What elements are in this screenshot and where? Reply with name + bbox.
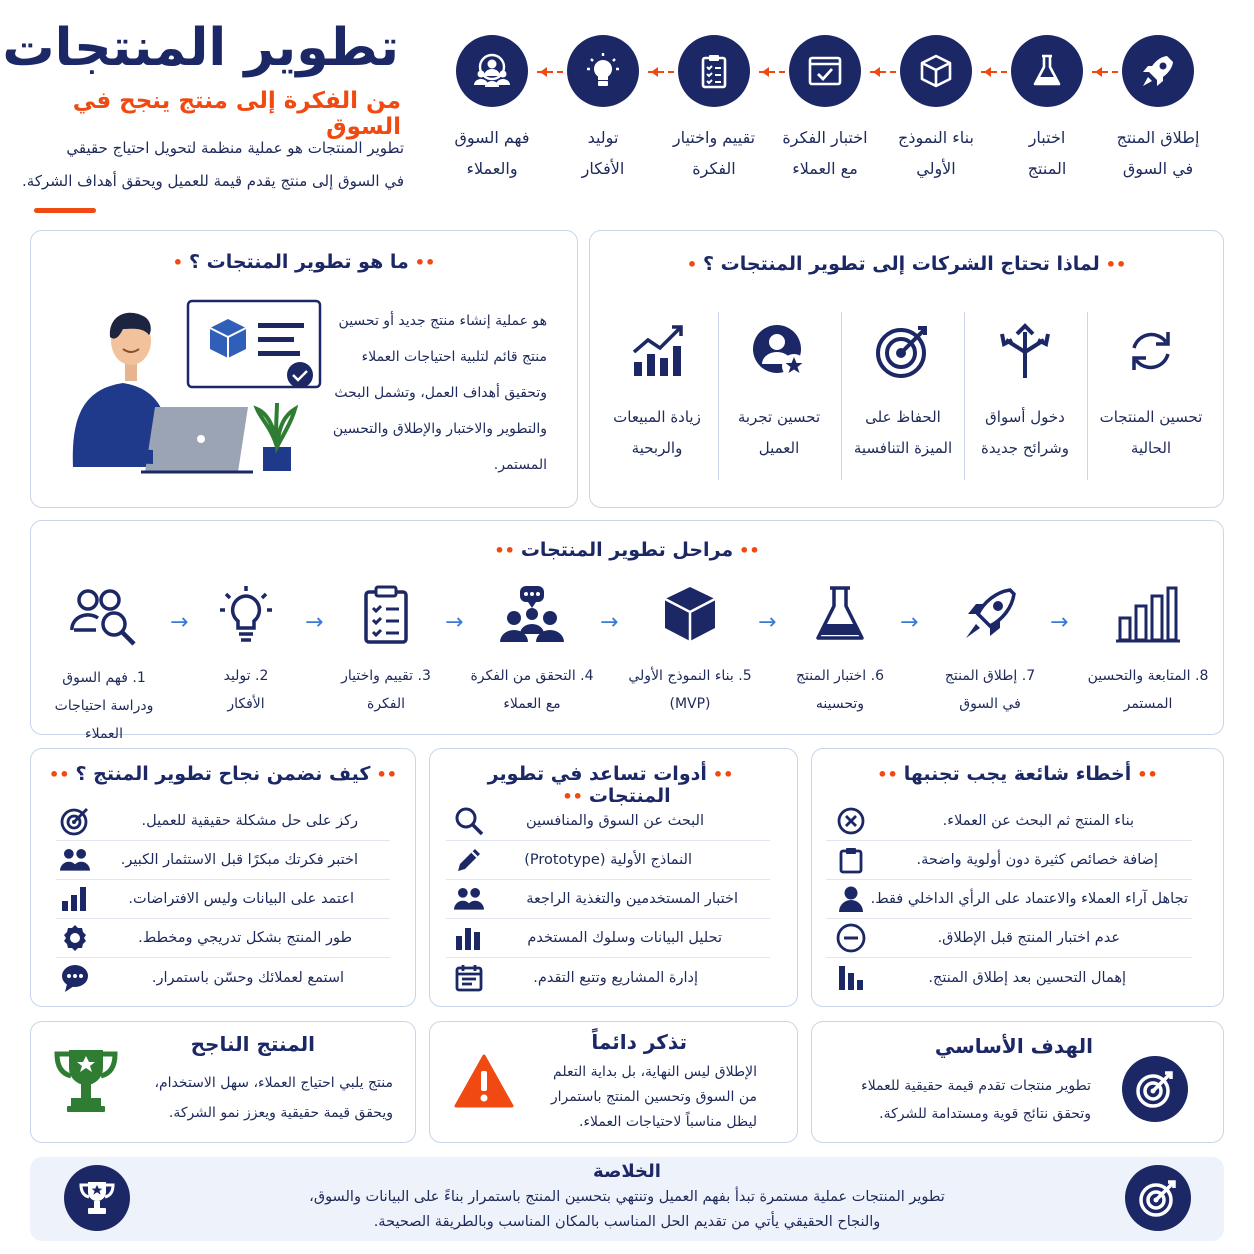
- why-divider-4: [718, 312, 719, 480]
- conclusion-banner: [30, 1157, 1224, 1241]
- flask-icon: [1011, 35, 1083, 107]
- user-icon: [836, 884, 866, 914]
- stage-5: 5. بناء النموذج الأولي (MVP): [620, 584, 760, 718]
- stage-arrow-3: →: [445, 610, 464, 635]
- flow-label-market: فهم السوق والعملاء: [454, 128, 530, 178]
- what-is-card: [30, 230, 578, 508]
- flow-arrow-6: [537, 71, 563, 73]
- stage-6: 6. اختبار المنتج وتحسينه: [770, 584, 910, 718]
- stage-arrow-2: →: [305, 610, 324, 635]
- flow-label-prototype: بناء النموذج الأولي: [898, 128, 974, 178]
- users-icon: [454, 884, 484, 914]
- cube-icon: [900, 35, 972, 107]
- rocket-icon: [960, 584, 1020, 644]
- stage-3: 3. تقييم واختيار الفكرة: [316, 584, 456, 718]
- remember-text: الإطلاق ليس النهاية، بل بداية التعلم من السوق وتحسين المنتج باستمرار ليظل مناسباً لاحتياجات العملاء.: [550, 1064, 757, 1130]
- remember-title: تذكر دائماً: [591, 1030, 687, 1054]
- rocket-icon: [1122, 35, 1194, 107]
- flow-arrow-2: [981, 71, 1007, 73]
- stage-8: 8. المتابعة والتحسين المستمر: [1078, 584, 1218, 718]
- why-item-competitive: الحفاظ على الميزة التنافسية: [843, 322, 963, 464]
- mistake-row: عدم اختبار المنتج قبل الإطلاق.: [826, 919, 1192, 958]
- tool-row: البحث عن السوق والمنافسين: [446, 802, 770, 841]
- user-star-icon: [750, 322, 808, 380]
- successful-product-card: [30, 1021, 416, 1143]
- stage-1: 1. فهم السوق ودراسة احتياجات العملاء: [34, 584, 174, 748]
- bar-chart-icon: [454, 923, 484, 953]
- success-heading: ••كيف نضمن نجاح تطوير المنتج ؟••: [49, 763, 397, 785]
- bars-icon: [836, 963, 866, 993]
- mistake-row: إضافة خصائص كثيرة دون أولوية واضحة.: [826, 841, 1192, 880]
- flow-label-validate: اختبار الفكرة مع العملاء: [782, 128, 868, 178]
- stage-2: 2. توليد الأفكار: [176, 584, 316, 718]
- users-icon: [60, 845, 90, 875]
- stages-heading: ••مراحل تطوير المنتجات••: [494, 539, 760, 561]
- lightbulb-icon: [567, 35, 639, 107]
- mistake-row: بناء المنتج ثم البحث عن العملاء.: [826, 802, 1192, 841]
- why-item-experience: تحسين تجربة العميل: [720, 322, 838, 464]
- successful-product-title: المنتج الناجح: [190, 1032, 315, 1056]
- growth-chart-icon: [628, 322, 686, 380]
- team-chat-icon: [498, 584, 566, 644]
- stage-arrow-7: →: [1050, 610, 1069, 635]
- tool-row: تحليل البيانات وسلوك المستخدم: [446, 919, 770, 958]
- stage-arrow-5: →: [758, 610, 777, 635]
- developer-illustration: [53, 297, 333, 477]
- flow-arrow-5: [648, 71, 674, 73]
- why-divider-2: [964, 312, 965, 480]
- mistakes-heading: ••أخطاء شائعة يجب تجنبها••: [877, 763, 1158, 785]
- tool-row: إدارة المشاريع وتتبع التقدم.: [446, 958, 770, 997]
- flow-label-evaluate: تقييم واختيار الفكرة: [672, 128, 756, 178]
- flow-arrow-3: [870, 71, 896, 73]
- flask-icon: [812, 584, 868, 644]
- cube-icon: [660, 584, 720, 644]
- refresh-icon: [1122, 322, 1180, 380]
- intro-line-2: في السوق إلى منتج يقدم قيمة للعميل ويحقق أهداف الشركة.: [22, 172, 404, 190]
- calendar-icon: [454, 963, 484, 993]
- goal-card: [811, 1021, 1224, 1143]
- warning-icon: [454, 1054, 514, 1108]
- bar-chart-icon: [1116, 584, 1180, 644]
- search-icon: [454, 806, 484, 836]
- goal-text: تطوير منتجات تقدم قيمة حقيقية للعملاء وتحقق نتائج قوية ومستدامة للشركة.: [861, 1078, 1091, 1122]
- success-row: ركز على حل مشكلة حقيقية للعميل.: [56, 802, 390, 841]
- success-row: استمع لعملائك وحسّن باستمرار.: [56, 958, 390, 997]
- trophy-icon: [53, 1046, 119, 1116]
- success-row: اختبر فكرتك مبكرًا قبل الاستثمار الكبير.: [56, 841, 390, 880]
- why-item-improve: تحسين المنتجات الحالية: [1092, 322, 1210, 464]
- success-row: اعتمد على البيانات وليس الافتراضات.: [56, 880, 390, 919]
- why-divider-1: [1087, 312, 1088, 480]
- intro-text: [22, 132, 404, 198]
- stage-arrow-4: →: [600, 610, 619, 635]
- tools-heading: ••أدوات تساعد في تطوير المنتجات••: [487, 763, 734, 807]
- tool-row: النماذج الأولية (Prototype): [446, 841, 770, 880]
- flow-arrow-4: [759, 71, 785, 73]
- title-underline: [34, 208, 96, 213]
- stage-7: 7. إطلاق المنتج في السوق: [920, 584, 1060, 718]
- gear-icon: [60, 923, 90, 953]
- stage-arrow-1: →: [170, 610, 189, 635]
- flow-label-test: اختبار المنتج: [1027, 128, 1067, 178]
- bar-chart-icon: [60, 884, 90, 914]
- minus-circle-icon: [836, 923, 866, 953]
- clipboard-icon: [836, 845, 866, 875]
- page-title: تطوير المنتجات: [2, 18, 399, 78]
- what-is-heading: ••ما هو تطوير المنتجات ؟•: [172, 251, 436, 273]
- why-heading: ••لماذا تحتاج الشركات إلى تطوير المنتجات ؟•: [686, 253, 1127, 275]
- target-icon: [1125, 1165, 1191, 1231]
- flow-arrow-1: [1092, 71, 1118, 73]
- stage-4: 4. التحقق من الفكرة مع العملاء: [462, 584, 602, 718]
- goal-title: الهدف الأساسي: [934, 1034, 1093, 1058]
- trophy-icon: [64, 1165, 130, 1231]
- clipboard-checklist-icon: [360, 584, 412, 644]
- why-divider-3: [841, 312, 842, 480]
- users-target-icon: [456, 35, 528, 107]
- clipboard-checklist-icon: [678, 35, 750, 107]
- flow-label-launch: إطلاق المنتج في السوق: [1116, 128, 1200, 178]
- x-circle-icon: [836, 806, 866, 836]
- conclusion-text: تطوير المنتجات عملية مستمرة تبدأ بفهم العميل وتنتهي بتحسين المنتج باستمرار بناءً على البيانات والسوق، والنجاح الحقيقي يأتي من تقديم الحل المناسب بالمكان المناسب وبالطريقة الصحيحة.: [309, 1189, 945, 1230]
- intro-line-1: تطوير المنتجات هو عملية منظمة لتحويل احتياج حقيقي: [66, 139, 404, 157]
- successful-product-text: منتج يلبي احتياج العملاء، سهل الاستخدام، ويحقق قيمة حقيقية ويعزز نمو الشركة.: [154, 1075, 393, 1121]
- split-arrows-icon: [996, 322, 1054, 380]
- lightbulb-icon: [216, 584, 276, 644]
- why-item-sales: زيادة المبيعات والربحية: [598, 322, 716, 464]
- target-icon: [1122, 1056, 1188, 1122]
- mistake-row: تجاهل آراء العملاء والاعتماد على الرأي الداخلي فقط.: [826, 880, 1192, 919]
- mistake-row: إهمال التحسين بعد إطلاق المنتج.: [826, 958, 1192, 997]
- why-item-new-markets: دخول أسواق وشرائح جديدة: [966, 322, 1084, 464]
- target-icon: [60, 806, 90, 836]
- remember-card: [429, 1021, 798, 1143]
- page-subtitle: من الفكرة إلى منتج ينجح في السوق: [72, 88, 401, 140]
- users-search-icon: [70, 584, 138, 646]
- success-row: طور المنتج بشكل تدريجي ومخطط.: [56, 919, 390, 958]
- pencil-icon: [454, 845, 484, 875]
- conclusion-title: الخلاصة: [593, 1161, 661, 1182]
- browser-check-icon: [789, 35, 861, 107]
- chat-bubble-icon: [60, 963, 90, 993]
- flow-label-ideas: توليد الأفكار: [581, 128, 625, 178]
- tool-row: اختبار المستخدمين والتغذية الراجعة: [446, 880, 770, 919]
- target-icon: [874, 322, 932, 380]
- what-is-text: هو عملية إنشاء منتج جديد أو تحسين منتج قائم لتلبية احتياجات العملاء وتحقيق أهداف العمل، وتشمل البحث والتطوير والاختبار والإطلاق والتحسين المستمر.: [332, 313, 547, 473]
- stage-arrow-6: →: [900, 610, 919, 635]
